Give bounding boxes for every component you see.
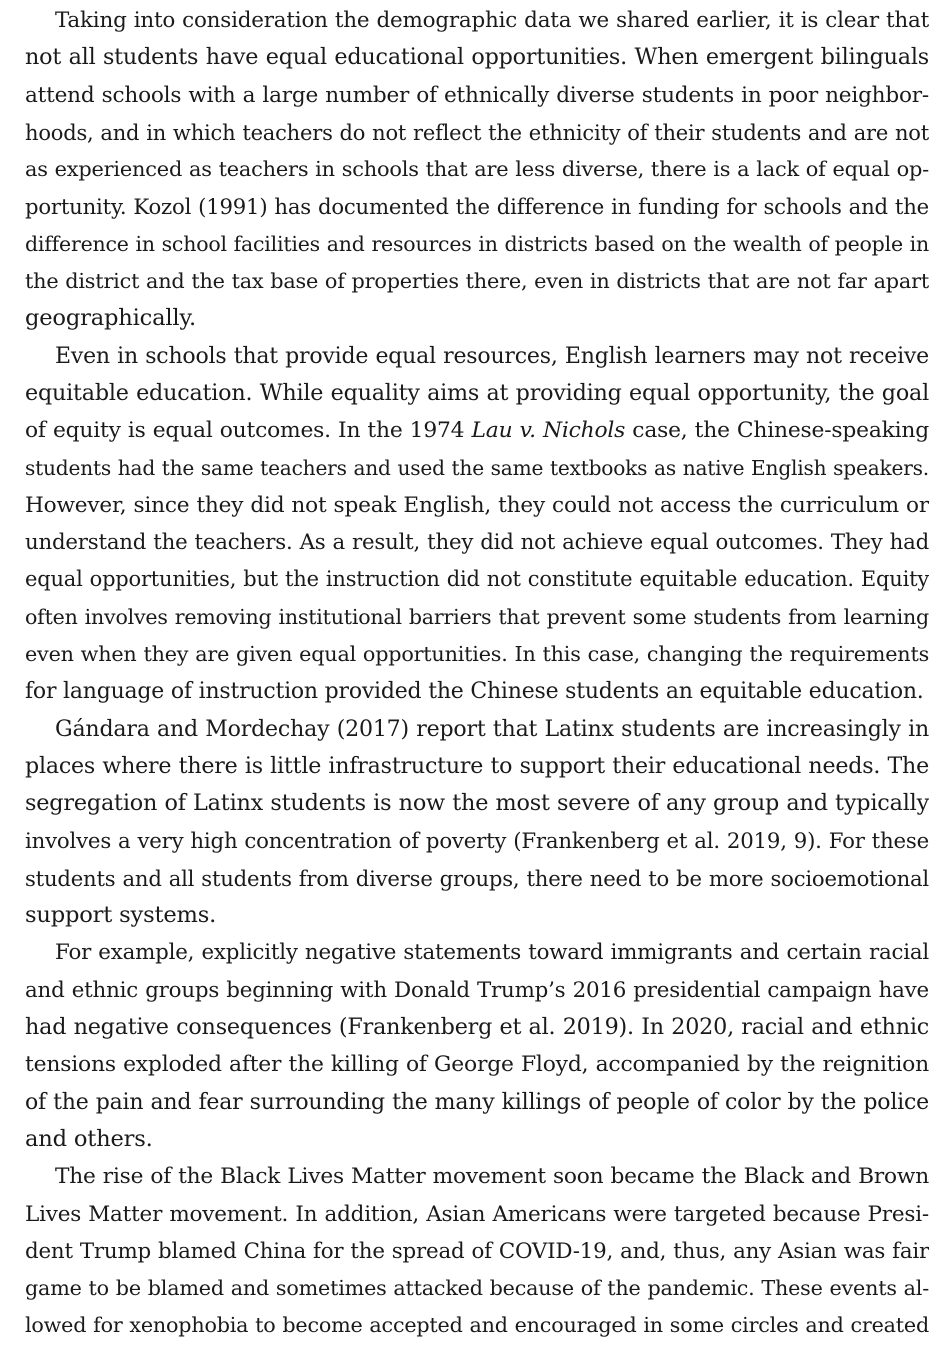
text-run: case, the Chinese-speaking xyxy=(625,418,929,444)
text-line: difference in school facilities and resources in districts based on the wealth of people in xyxy=(25,231,929,256)
text-line: hoods, and in which teachers do not reflect the ethnicity of their students and are not xyxy=(25,119,929,145)
text-line: not all students have equal educational opportunities. When emergent bilinguals xyxy=(25,44,929,71)
text-line: and ethnic groups beginning with Donald Trump’s 2016 presidential campaign have xyxy=(25,977,929,1003)
paragraph xyxy=(25,1158,929,1344)
text-line: even when they are given equal opportunities. In this case, changing the requirements xyxy=(25,642,929,667)
paragraph xyxy=(25,934,929,1158)
text-line: game to be blamed and sometimes attacked because of the pandemic. These events al- xyxy=(25,1276,929,1301)
text-line: involves a very high concentration of poverty (Frankenberg et al. 2019, 9). For these xyxy=(25,828,929,854)
text-line: Even in schools that provide equal resources, English learners may not receive xyxy=(55,343,929,369)
text-run: of equity is equal outcomes. In the 1974 xyxy=(25,418,472,444)
text-line: dent Trump blamed China for the spread of COVID-19, and, thus, any Asian was fair xyxy=(25,1238,929,1264)
text-line: students had the same teachers and used the same textbooks as native English speakers. xyxy=(25,455,929,480)
text-line xyxy=(25,412,929,449)
paragraph xyxy=(25,338,929,711)
text-line: However, since they did not speak English, they could not access the curriculum or xyxy=(25,492,929,518)
text-line: equal opportunities, but the instruction did not constitute equitable education. Equity xyxy=(25,567,929,592)
text-line: portunity. Kozol (1991) has documented the difference in funding for schools and the xyxy=(25,194,929,220)
document-page xyxy=(25,2,929,1345)
paragraph xyxy=(25,2,929,338)
text-line: of the pain and fear surrounding the many killings of people of color by the police xyxy=(25,1089,929,1115)
text-line: segregation of Latinx students is now the most severe of any group and typically xyxy=(25,790,929,817)
text-line: places where there is little infrastructure to support their educational needs. The xyxy=(25,752,929,779)
text-line: For example, explicitly negative statements toward immigrants and certain racial xyxy=(55,940,929,966)
text-line: support systems. xyxy=(25,902,217,929)
text-line: and others. xyxy=(25,1125,153,1152)
text-line: tensions exploded after the killing of George Floyd, accompanied by the reignition xyxy=(25,1052,929,1078)
text-line: equitable education. While equality aims at providing equal opportunity, the goal xyxy=(25,379,929,406)
text-line: understand the teachers. As a result, they did not achieve equal outcomes. They had xyxy=(25,530,929,556)
text-line: Taking into consideration the demographic data we shared earlier, it is clear that xyxy=(55,8,929,33)
text-line: Gándara and Mordechay (2017) report that Latinx students are increasingly in xyxy=(55,715,929,742)
text-line: Lives Matter movement. In addition, Asian Americans were targeted because Presi- xyxy=(25,1201,929,1227)
text-line: lowed for xenophobia to become accepted and encouraged in some circles and created xyxy=(25,1313,929,1338)
text-line: attend schools with a large number of ethnically diverse students in poor neighbor- xyxy=(25,82,929,108)
text-line: as experienced as teachers in schools that are less diverse, there is a lack of equal op- xyxy=(25,157,929,182)
text-line: for language of instruction provided the Chinese students an equitable education. xyxy=(25,679,924,705)
case-name-italic: Lau v. Nichols xyxy=(471,418,626,444)
text-line: often involves removing institutional barriers that prevent some students from learning xyxy=(25,604,929,629)
text-line: The rise of the Black Lives Matter movement soon became the Black and Brown xyxy=(55,1164,929,1190)
text-line: had negative consequences (Frankenberg et al. 2019). In 2020, racial and ethnic xyxy=(25,1014,929,1041)
text-line: the district and the tax base of properties there, even in districts that are not far apart xyxy=(25,269,929,294)
text-line: students and all students from diverse groups, there need to be more socioemotional xyxy=(25,865,929,891)
paragraph xyxy=(25,711,929,935)
text-line: geographically. xyxy=(25,305,196,332)
